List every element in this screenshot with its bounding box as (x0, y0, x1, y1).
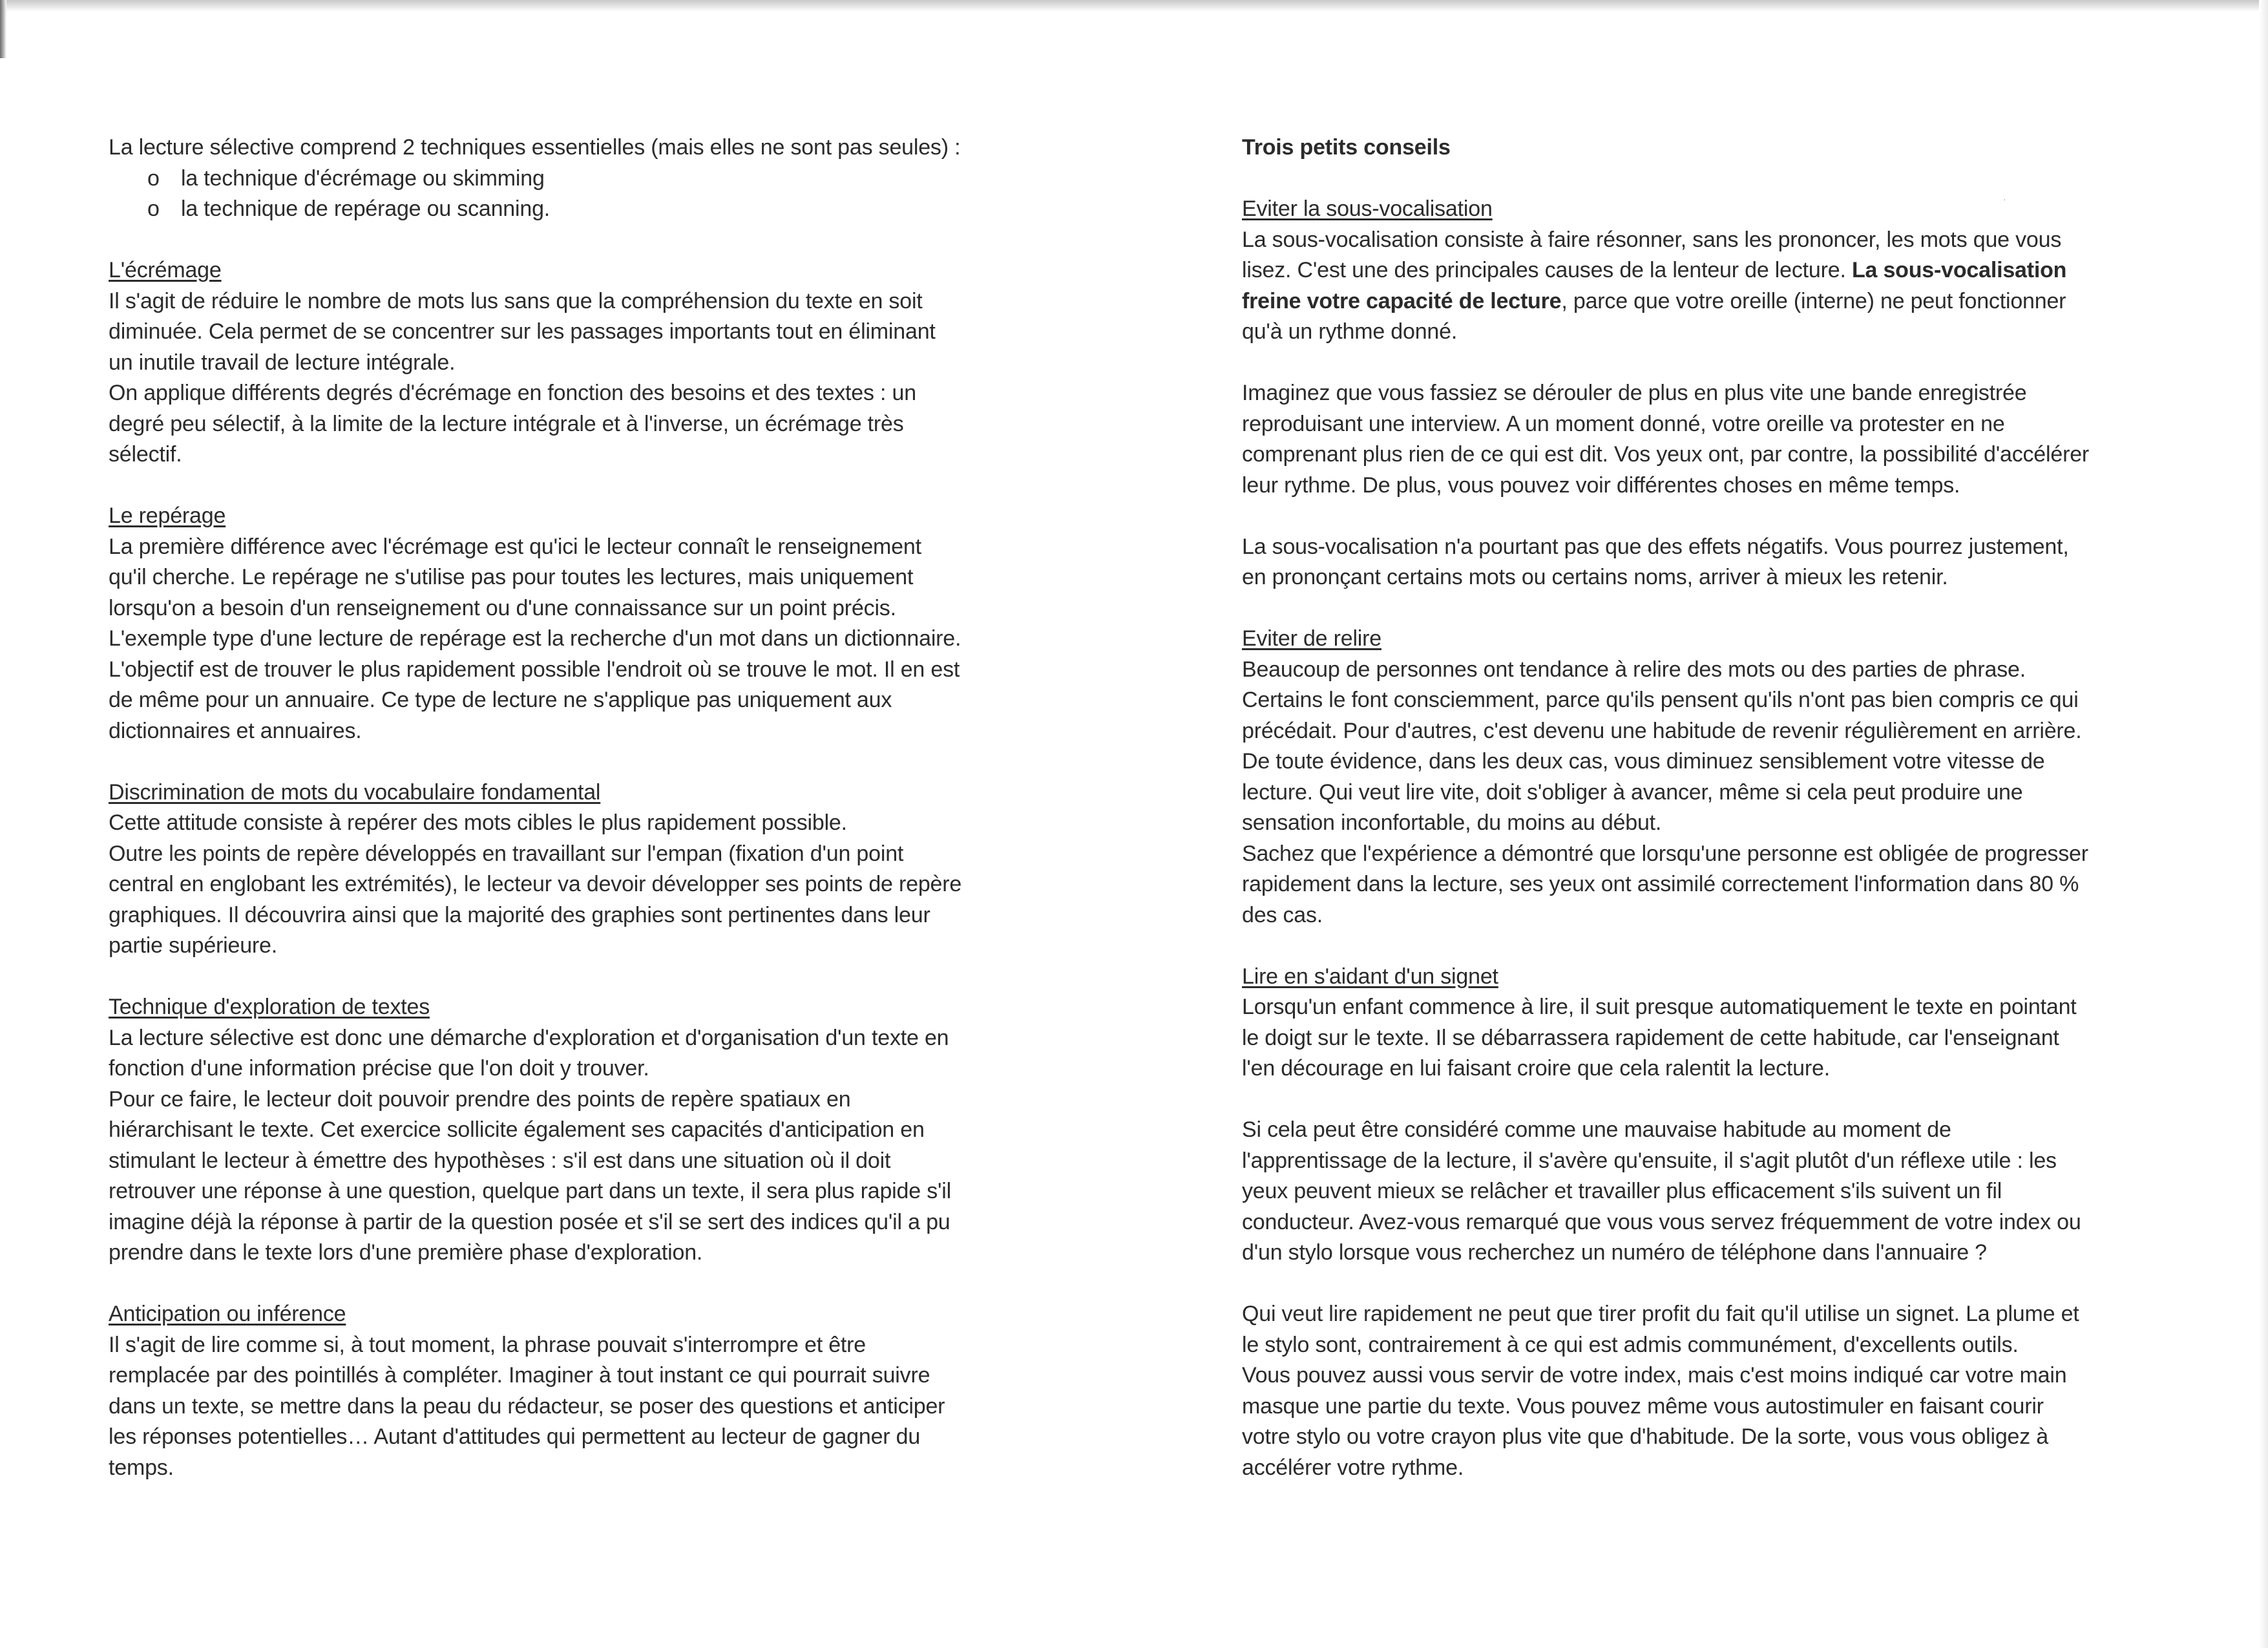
line-text: Sachez que l'expérience a démontré que lorsqu'une personne est obligée de progresser (1242, 841, 2088, 866)
section-heading: Technique d'exploration de textes (109, 995, 430, 1019)
line-text: leur rythme. De plus, vous pouvez voir différentes choses en même temps. (1242, 472, 1960, 498)
paragraph (1242, 378, 2127, 501)
section-heading: Anticipation ou inférence (109, 1302, 346, 1326)
line-text: Si cela peut être considéré comme une mauvaise habitude au moment de (1242, 1117, 1951, 1142)
right-sections (1242, 194, 2127, 1483)
scan-left-shadow (0, 0, 6, 58)
line-text: yeux peuvent mieux se relâcher et travailler plus efficacement s'ils suivent un fil (1242, 1179, 2002, 1203)
line-text: le stylo sont, contrairement à ce qui est admis communément, d'excellents outils. (1242, 1332, 2019, 1357)
section-block (1242, 194, 2127, 593)
section-heading: Discrimination de mots du vocabulaire fondamental (109, 779, 601, 805)
section-heading: Le repérage (109, 503, 226, 528)
line-text: Certains le font consciemment, parce qu'ils pensent qu'ils n'ont pas bien compris ce qui (1242, 688, 2079, 712)
paragraph (1242, 992, 2127, 1084)
text-line (1242, 317, 2127, 348)
text-line: les réponses potentielles… Autant d'attitudes qui permettent au lecteur de gagner du (109, 1424, 921, 1449)
right-column (1242, 132, 2127, 1514)
line-text: De toute évidence, dans les deux cas, vous diminuez sensiblement votre vitesse de (1242, 749, 2045, 774)
text-line (1242, 1422, 2127, 1453)
line-text: reproduisant une interview. A un moment donné, votre oreille va protester en ne (1242, 411, 2005, 436)
line-text: lisez. C'est une des principales causes de la lenteur de lecture. (1242, 258, 1852, 282)
line-text: conducteur. Avez-vous remarqué que vous vous servez fréquemment de votre index ou (1242, 1209, 2081, 1234)
text-line: retrouver une réponse à une question, quelque part dans un texte, il sera plus rapide s'il (109, 1179, 951, 1203)
text-line (1242, 225, 2127, 256)
text-line (1242, 1360, 2127, 1391)
text-line: qu'il cherche. Le repérage ne s'utilise pas pour toutes les lectures, mais uniquement (109, 565, 914, 589)
scan-right-edge (2259, 0, 2268, 1648)
list-item (109, 164, 1000, 195)
list-item-text: la technique d'écrémage ou skimming (181, 165, 545, 191)
text-line: fonction d'une information précise que l'on doit y trouver. (109, 1056, 649, 1081)
list-item-text: la technique de repérage ou scanning. (181, 196, 551, 221)
line-text: , parce que votre oreille (interne) ne peut fonctionner (1561, 288, 2066, 313)
text-line: L'objectif est de trouver le plus rapidement possible l'endroit où se trouve le mot. Il en est (109, 657, 960, 682)
text-line: hiérarchisant le texte. Cet exercice sollicite également ses capacités d'anticipation en (109, 1117, 925, 1142)
line-text: l'apprentissage de la lecture, il s'avère qu'ensuite, il s'agit plutôt d'un réflexe utile : les (1242, 1148, 2057, 1173)
text-line (1242, 900, 2127, 931)
section-block (109, 992, 1000, 1269)
text-line (1242, 716, 2127, 747)
section-block (109, 255, 1000, 470)
text-line (1242, 808, 2127, 839)
line-text: sensation inconfortable, du moins au début. (1242, 810, 1662, 835)
text-line: dans un texte, se mettre dans la peau du rédacteur, se poser des questions et anticiper (109, 1393, 945, 1419)
section-block (1242, 962, 2127, 1484)
line-text: accélérer votre rythme. (1242, 1455, 1464, 1480)
paragraph (1242, 225, 2127, 348)
left-sections (109, 255, 1000, 1483)
text-line: prendre dans le texte lors d'une première phase d'exploration. (109, 1240, 703, 1265)
line-text: en prononçant certains mots ou certains noms, arriver à mieux les retenir. (1242, 565, 1948, 589)
text-line (1242, 685, 2127, 716)
line-text: lecture. Qui veut lire vite, doit s'obliger à avancer, même si cela peut produire une (1242, 779, 2023, 805)
text-line (1242, 470, 2127, 502)
bullet-circle-icon: o (147, 165, 160, 191)
text-line (1242, 746, 2127, 777)
text-line (1242, 1207, 2127, 1238)
text-line: dictionnaires et annuaires. (109, 718, 362, 743)
line-text: La sous-vocalisation n'a pourtant pas que des effets négatifs. Vous pourrez justement, (1242, 534, 2069, 559)
line-text: votre stylo ou votre crayon plus vite que d'habitude. De la sorte, vous vous obligez à (1242, 1424, 2049, 1449)
text-line (1242, 255, 2127, 286)
line-text: qu'à un rythme donné. (1242, 319, 1458, 344)
text-line: graphiques. Il découvrira ainsi que la majorité des graphies sont pertinentes dans leur (109, 902, 930, 927)
text-line (1242, 378, 2127, 409)
line-text: comprenant plus rien de ce qui est dit. Vos yeux ont, par contre, la possibilité d'accélérer (1242, 442, 2090, 467)
list-item (109, 194, 1000, 225)
text-line: Outre les points de repère développés en travaillant sur l'empan (fixation d'un point (109, 841, 904, 866)
line-text: masque une partie du texte. Vous pouvez même vous autostimuler en faisant courir (1242, 1393, 2044, 1419)
text-line: remplacée par des pointillés à compléter. Imaginer à tout instant ce qui pourrait suivre (109, 1363, 930, 1388)
section-heading: Eviter la sous-vocalisation (1242, 196, 1493, 221)
text-line (1242, 839, 2127, 870)
text-line: Cette attitude consiste à repérer des mots cibles le plus rapidement possible. (109, 810, 847, 835)
text-line (1242, 1115, 2127, 1146)
section-block (109, 777, 1000, 962)
text-line: un inutile travail de lecture intégrale. (109, 350, 456, 375)
line-text: Vous pouvez aussi vous servir de votre index, mais c'est moins indiqué car votre main (1242, 1363, 2067, 1388)
line-text: La sous-vocalisation consiste à faire résonner, sans les prononcer, les mots que vous (1242, 227, 2062, 252)
text-line: lorsqu'on a besoin d'un renseignement ou d'une connaissance sur un point précis. (109, 595, 896, 620)
paragraph (1242, 1115, 2127, 1269)
text-line: L'exemple type d'une lecture de repérage est la recherche d'un mot dans un dictionnaire. (109, 626, 961, 651)
left-column (109, 132, 1000, 1514)
text-line: de même pour un annuaire. Ce type de lecture ne s'applique pas uniquement aux (109, 688, 892, 712)
line-text: Beaucoup de personnes ont tendance à relire des mots ou des parties de phrase. (1242, 657, 2026, 682)
text-line (1242, 1053, 2127, 1084)
section-block (109, 501, 1000, 746)
section-block (1242, 624, 2127, 931)
text-line: temps. (109, 1455, 174, 1480)
text-line (1242, 869, 2127, 900)
line-text: des cas. (1242, 902, 1323, 927)
text-line: diminuée. Cela permet de se concentrer sur les passages importants tout en éliminant (109, 319, 936, 344)
bullet-circle-icon: o (147, 196, 160, 221)
text-line: Il s'agit de lire comme si, à tout moment, la phrase pouvait s'interrompre et être (109, 1332, 866, 1357)
line-text: rapidement dans la lecture, ses yeux ont assimilé correctement l'information dans 80 % (1242, 872, 2079, 896)
text-line (1242, 286, 2127, 317)
text-line: partie supérieure. (109, 933, 277, 958)
text-line (1242, 655, 2127, 686)
text-line: Pour ce faire, le lecteur doit pouvoir prendre des points de repère spatiaux en (109, 1086, 851, 1112)
line-text: précédait. Pour d'autres, c'est devenu une habitude de revenir régulièrement en arrière. (1242, 718, 2082, 743)
text-line (1242, 1391, 2127, 1422)
bold-text: La sous-vocalisation (1851, 258, 2067, 282)
bold-text: freine votre capacité de lecture (1242, 288, 1562, 313)
text-line (1242, 562, 2127, 593)
text-line (1242, 1330, 2127, 1361)
intro-block (109, 132, 1000, 225)
line-text: le doigt sur le texte. Il se débarrassera rapidement de cette habitude, car l'enseignant (1242, 1025, 2059, 1050)
line-text: Qui veut lire rapidement ne peut que tirer profit du fait qu'il utilise un signet. La plume et (1242, 1302, 2079, 1326)
text-line: La première différence avec l'écrémage est qu'ici le lecteur connaît le renseignement (109, 534, 921, 559)
section-block (109, 1299, 1000, 1483)
line-text: Imaginez que vous fassiez se dérouler de plus en plus vite une bande enregistrée (1242, 381, 2027, 405)
text-line (1242, 409, 2127, 440)
section-heading: L'écrémage (109, 258, 222, 282)
text-line (1242, 1023, 2127, 1054)
text-line (1242, 532, 2127, 563)
scan-speck: · (2003, 194, 2006, 204)
intro-text: La lecture sélective comprend 2 techniques essentielles (mais elles ne sont pas seules) : (109, 135, 961, 160)
text-line: degré peu sélectif, à la limite de la lecture intégrale et à l'inverse, un écrémage très (109, 411, 904, 436)
text-line: sélectif. (109, 442, 182, 467)
text-line (1242, 1453, 2127, 1484)
text-line: On applique différents degrés d'écrémage en fonction des besoins et des textes : un (109, 381, 916, 405)
text-line (1242, 1238, 2127, 1269)
text-line: central en englobant les extrémités), le lecteur va devoir développer ses points de repère (109, 872, 962, 896)
text-line (1242, 777, 2127, 808)
text-line: La lecture sélective est donc une démarche d'exploration et d'organisation d'un texte en (109, 1025, 949, 1050)
text-line: imagine déjà la réponse à partir de la question posée et s'il se sert des indices qu'il a pu (109, 1209, 950, 1234)
section-title: Trois petits conseils (1242, 135, 1451, 160)
section-heading: Lire en s'aidant d'un signet (1242, 964, 1498, 989)
text-line (1242, 1146, 2127, 1177)
line-text: l'en décourage en lui faisant croire que cela ralentit la lecture. (1242, 1056, 1830, 1081)
text-line (1242, 1299, 2127, 1330)
text-line (1242, 439, 2127, 470)
line-text: Lorsqu'un enfant commence à lire, il suit presque automatiquement le texte en pointant (1242, 995, 2077, 1019)
text-line: stimulant le lecteur à émettre des hypothèses : s'il est dans une situation où il doit (109, 1148, 891, 1173)
text-line (1242, 1176, 2127, 1207)
scan-top-shadow (0, 0, 2268, 12)
paragraph (1242, 655, 2127, 931)
right-title-block (1242, 132, 2127, 164)
paragraph (1242, 532, 2127, 593)
technique-list (109, 164, 1000, 225)
paragraph (1242, 1299, 2127, 1483)
line-text: d'un stylo lorsque vous recherchez un numéro de téléphone dans l'annuaire ? (1242, 1240, 1987, 1265)
text-line (1242, 992, 2127, 1023)
text-line: Il s'agit de réduire le nombre de mots lus sans que la compréhension du texte en soit (109, 288, 923, 313)
section-heading: Eviter de relire (1242, 626, 1381, 651)
